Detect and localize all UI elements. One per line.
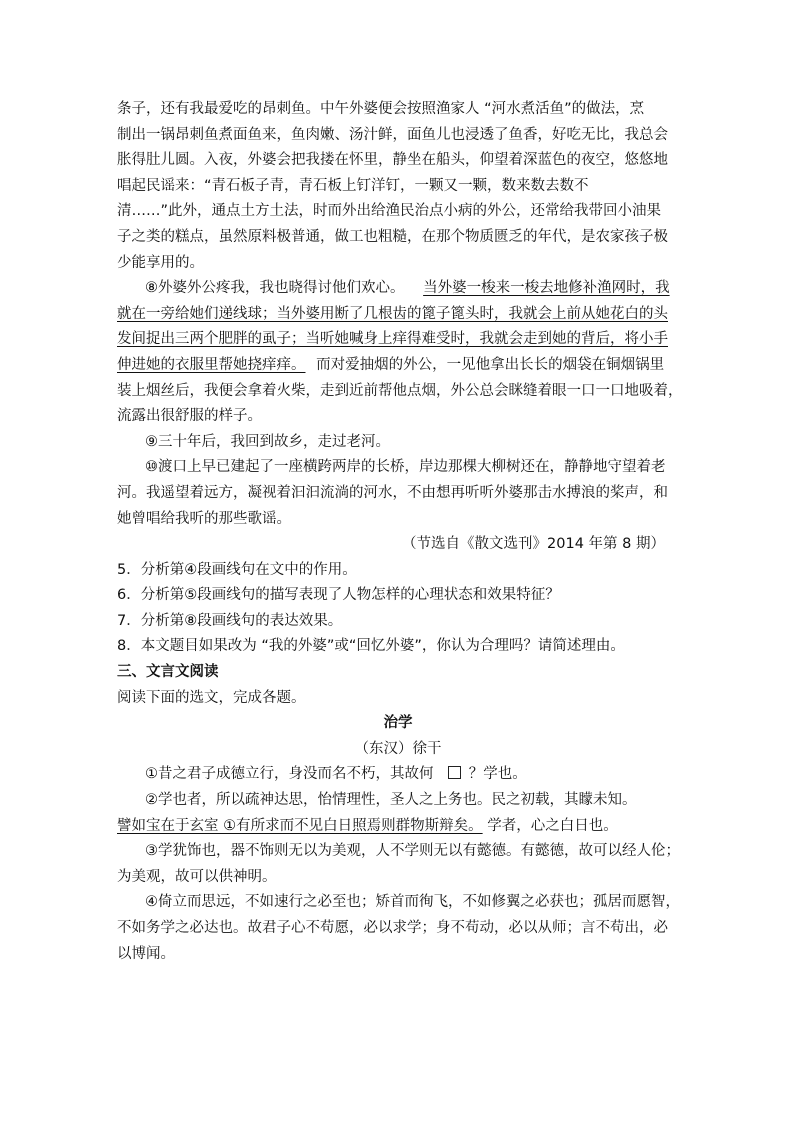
text-line: 流露出很舒服的样子。 — [117, 408, 262, 425]
text-line — [117, 327, 679, 353]
text-line: ⑩渡口上早已建起了一座横跨两岸的长桥，岸边那棵大柳树还在，静静地守望着老 — [145, 459, 666, 476]
text-line: 不如务学之必达也。故君子心不苟愿，必以求学；身不苟动，必以从师；言不苟出，必 — [117, 920, 668, 936]
underlined-sentence: 就在一旁给她们递线球；当外婆用断了几根齿的篦子篦头时，我就会上前从她花白的头 — [117, 305, 668, 322]
source-citation: （节选自《散文选刊》2014 年第 8 期） — [402, 536, 665, 553]
blank-box — [448, 766, 461, 779]
classical-paragraph-2: ②学也者，所以疏神达思，怡情理性，圣人之上务也。民之初载，其矇未知。 — [145, 792, 637, 809]
text-line: ③学犹饰也，器不饰则无以为美观，人不学则无以有懿德。有懿德，故可以经人伦； — [145, 843, 680, 860]
paragraph-8 — [117, 276, 683, 430]
section-heading: 三、文言文阅读 — [117, 664, 219, 681]
plain-text: ？学也。 — [468, 766, 527, 783]
passage-title: 治学 — [383, 715, 413, 732]
text-line: 河。我遥望着远方，凝视着汩汩流淌的河水，不由想再听听外婆那击水搏浪的桨声，和 — [117, 484, 668, 501]
text-line — [117, 353, 679, 379]
text-line: 制出一锅昂刺鱼煮面鱼来，鱼肉嫩、汤汁鲜，面鱼儿也浸透了鱼香，好吃无比，我总会 — [117, 126, 668, 143]
question-item: 8．本文题目如果改为 “我的外婆”或“回忆外婆”，你认为合理吗？请简述理由。 — [117, 638, 625, 655]
classical-paragraph-3 — [117, 839, 679, 890]
plain-text: 学者，心之白日也。 — [487, 817, 618, 834]
question-item: 6．分析第⑤段画线句的描写表现了人物怎样的心理状态和效果特征？ — [117, 587, 560, 604]
text-line — [117, 276, 679, 302]
text-line: 她曾唱给我听的那些歌谣。 — [117, 510, 291, 527]
classical-paragraph-4 — [117, 890, 679, 967]
plain-text: ①昔之君子成德立行，身没而名不朽，其故何 — [145, 766, 434, 783]
paragraph-10 — [117, 455, 679, 532]
classical-paragraph-1 — [117, 762, 679, 788]
plain-text: 而对爱抽烟的外公，一见他拿出长长的烟袋在铜烟锅里 — [316, 356, 665, 373]
plain-text: ⑧外婆外公疼我，我也晓得讨他们欢心。 — [145, 280, 405, 297]
question-item: 5．分析第④段画线句在文中的作用。 — [117, 561, 357, 578]
paragraph-9: ⑨三十年后，我回到故乡，走过老河。 — [145, 433, 390, 450]
text-line: ④倚立而思远，不如速行之必至也；矫首而徇飞，不如修翼之必获也；孤居而愿智， — [145, 894, 680, 911]
underlined-sentence: 当外婆一梭来一梭去地修补渔网时，我 — [423, 280, 670, 297]
text-line: 为美观，故可以供神明。 — [117, 868, 277, 885]
text-line — [117, 814, 679, 840]
text-line — [117, 302, 679, 328]
text-line: 装上烟丝后，我便会拿着火柴，走到近前帮他点烟，外公总会眯缝着眼一口一口地吸着， — [117, 382, 683, 399]
section-instruction: 阅读下面的选文，完成各题。 — [117, 689, 306, 706]
document-page — [117, 97, 683, 967]
passage-author: （东汉）徐干 — [354, 740, 442, 757]
text-line: 少能享用的。 — [117, 254, 204, 271]
text-line: 以博闻。 — [117, 945, 175, 962]
underlined-sentence: 伸进她的衣服里帮她挠痒痒。 — [117, 356, 306, 373]
text-line: 胀得肚儿圆。入夜，外婆会把我搂在怀里，静坐在船头，仰望着深蓝色的夜空，悠悠地 — [117, 152, 668, 169]
text-line: 清……”此外，通点土方土法，时而外出给渔民治点小病的外公，还常给我带回小油果 — [117, 203, 662, 220]
text-line: 子之类的糕点，虽然原料极普通，做工也粗糙，在那个物质匮乏的年代，是农家孩子极 — [117, 228, 668, 245]
text-line: 条子，还有我最爱吃的昂刺鱼。中午外婆便会按照渔家人 “河水煮活鱼”的做法，烹 — [117, 101, 645, 117]
underlined-sentence: 譬如宝在于玄室 ①有所求而不见白日照焉则群物斯辩矣。 — [117, 817, 483, 834]
question-item: 7．分析第⑧段画线句的表达效果。 — [117, 612, 343, 629]
underlined-sentence: 发间捉出三两个肥胖的虱子；当听她喊身上痒得难受时，我就会走到她的背后，将小手 — [117, 331, 668, 348]
question-list — [117, 558, 679, 660]
paragraph-7 — [117, 97, 679, 276]
text-line: 唱起民谣来：“青石板子青，青石板上钉洋钉，一颗又一颗，数来数去数不 — [117, 177, 589, 194]
